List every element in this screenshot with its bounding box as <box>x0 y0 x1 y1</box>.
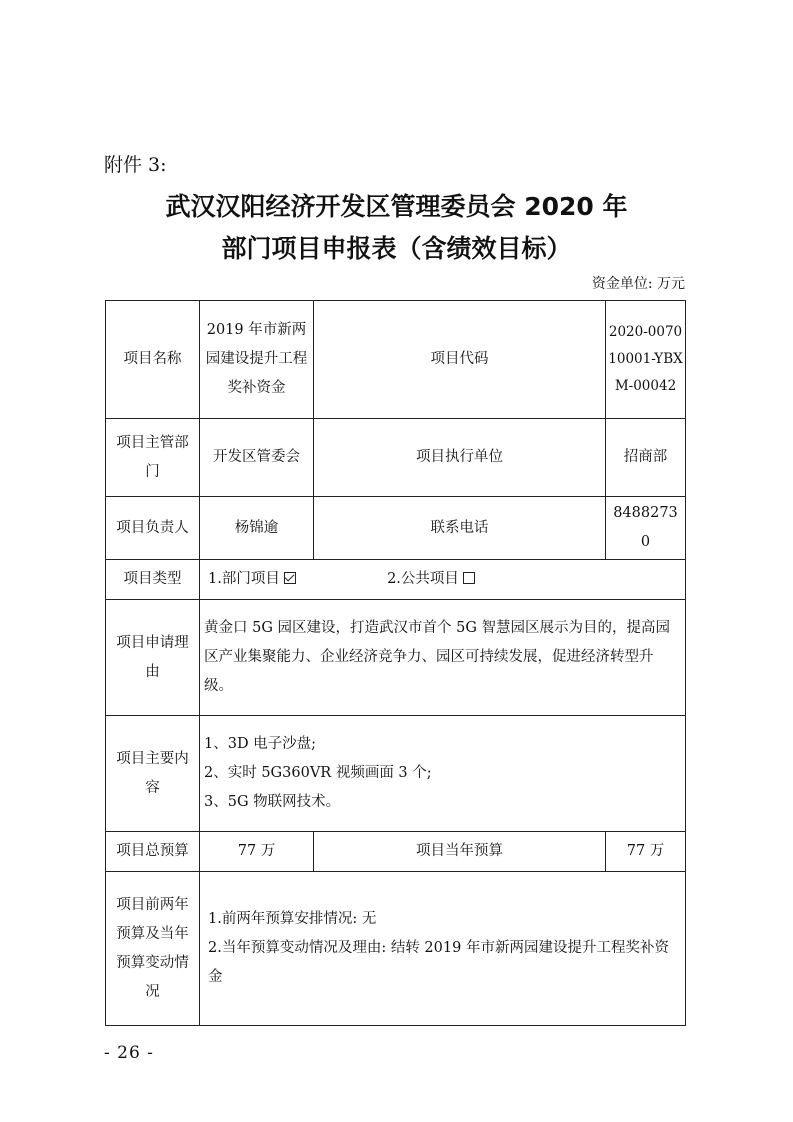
dept-value: 开发区管委会 <box>200 419 314 497</box>
content-label: 项目主要内容 <box>106 716 200 832</box>
type-options <box>200 560 686 600</box>
project-code-value: 2020-007010001-YBXM-00042 <box>606 301 686 419</box>
exec-unit-value: 招商部 <box>606 419 686 497</box>
dept-label: 项目主管部门 <box>106 419 200 497</box>
leader-value: 杨锦逾 <box>200 497 314 560</box>
content-item: 1、3D 电子沙盘; <box>204 736 317 752</box>
attachment-label: 附件 3: <box>104 154 167 176</box>
type-label: 项目类型 <box>106 560 200 600</box>
reason-value: 黄金口 5G 园区建设，打造武汉市首个 5G 智慧园区展示为目的，提高园区产业集聚能力、企业经济竞争力、园区可持续发展，促进经济转型升级。 <box>200 600 686 716</box>
type-option-public[interactable] <box>387 565 475 594</box>
unchecked-box-icon[interactable] <box>463 572 475 584</box>
project-name-label: 项目名称 <box>106 301 200 419</box>
project-application-table <box>105 300 686 1026</box>
budget-change-value <box>200 872 686 1026</box>
phone-value: 84882730 <box>606 497 686 560</box>
page-title: 武汉汉阳经济开发区管理委员会 2020 年 <box>165 192 628 221</box>
exec-unit-label: 项目执行单位 <box>314 419 606 497</box>
funding-unit-note: 资金单位: 万元 <box>591 276 685 292</box>
year-budget-value: 77 万 <box>606 832 686 872</box>
content-list <box>200 716 686 832</box>
total-budget-label: 项目总预算 <box>106 832 200 872</box>
phone-label: 联系电话 <box>314 497 606 560</box>
content-item: 2、实时 5G360VR 视频画面 3 个; <box>204 765 432 781</box>
total-budget-value: 77 万 <box>200 832 314 872</box>
content-item: 3、5G 物联网技术。 <box>204 794 341 810</box>
checked-box-icon[interactable] <box>284 572 296 584</box>
page-subtitle: 部门项目申报表（含绩效目标） <box>221 234 572 263</box>
leader-label: 项目负责人 <box>106 497 200 560</box>
project-code-label: 项目代码 <box>314 301 606 419</box>
page-number: - 26 - <box>104 1043 154 1063</box>
budget-change-line-1: 1.前两年预算安排情况: 无 <box>208 911 377 927</box>
project-name-value: 2019 年市新两园建设提升工程奖补资金 <box>200 301 314 419</box>
reason-label: 项目申请理由 <box>106 600 200 716</box>
year-budget-label: 项目当年预算 <box>314 832 606 872</box>
type-option-public-label: 2.公共项目 <box>387 571 459 587</box>
type-option-dept-label: 1.部门项目 <box>208 571 280 587</box>
budget-change-line-2: 2.当年预算变动情况及理由: 结转 2019 年市新两园建设提升工程奖补资金 <box>208 940 669 985</box>
budget-change-label: 项目前两年预算及当年预算变动情况 <box>106 872 200 1026</box>
type-option-dept[interactable] <box>208 565 296 594</box>
